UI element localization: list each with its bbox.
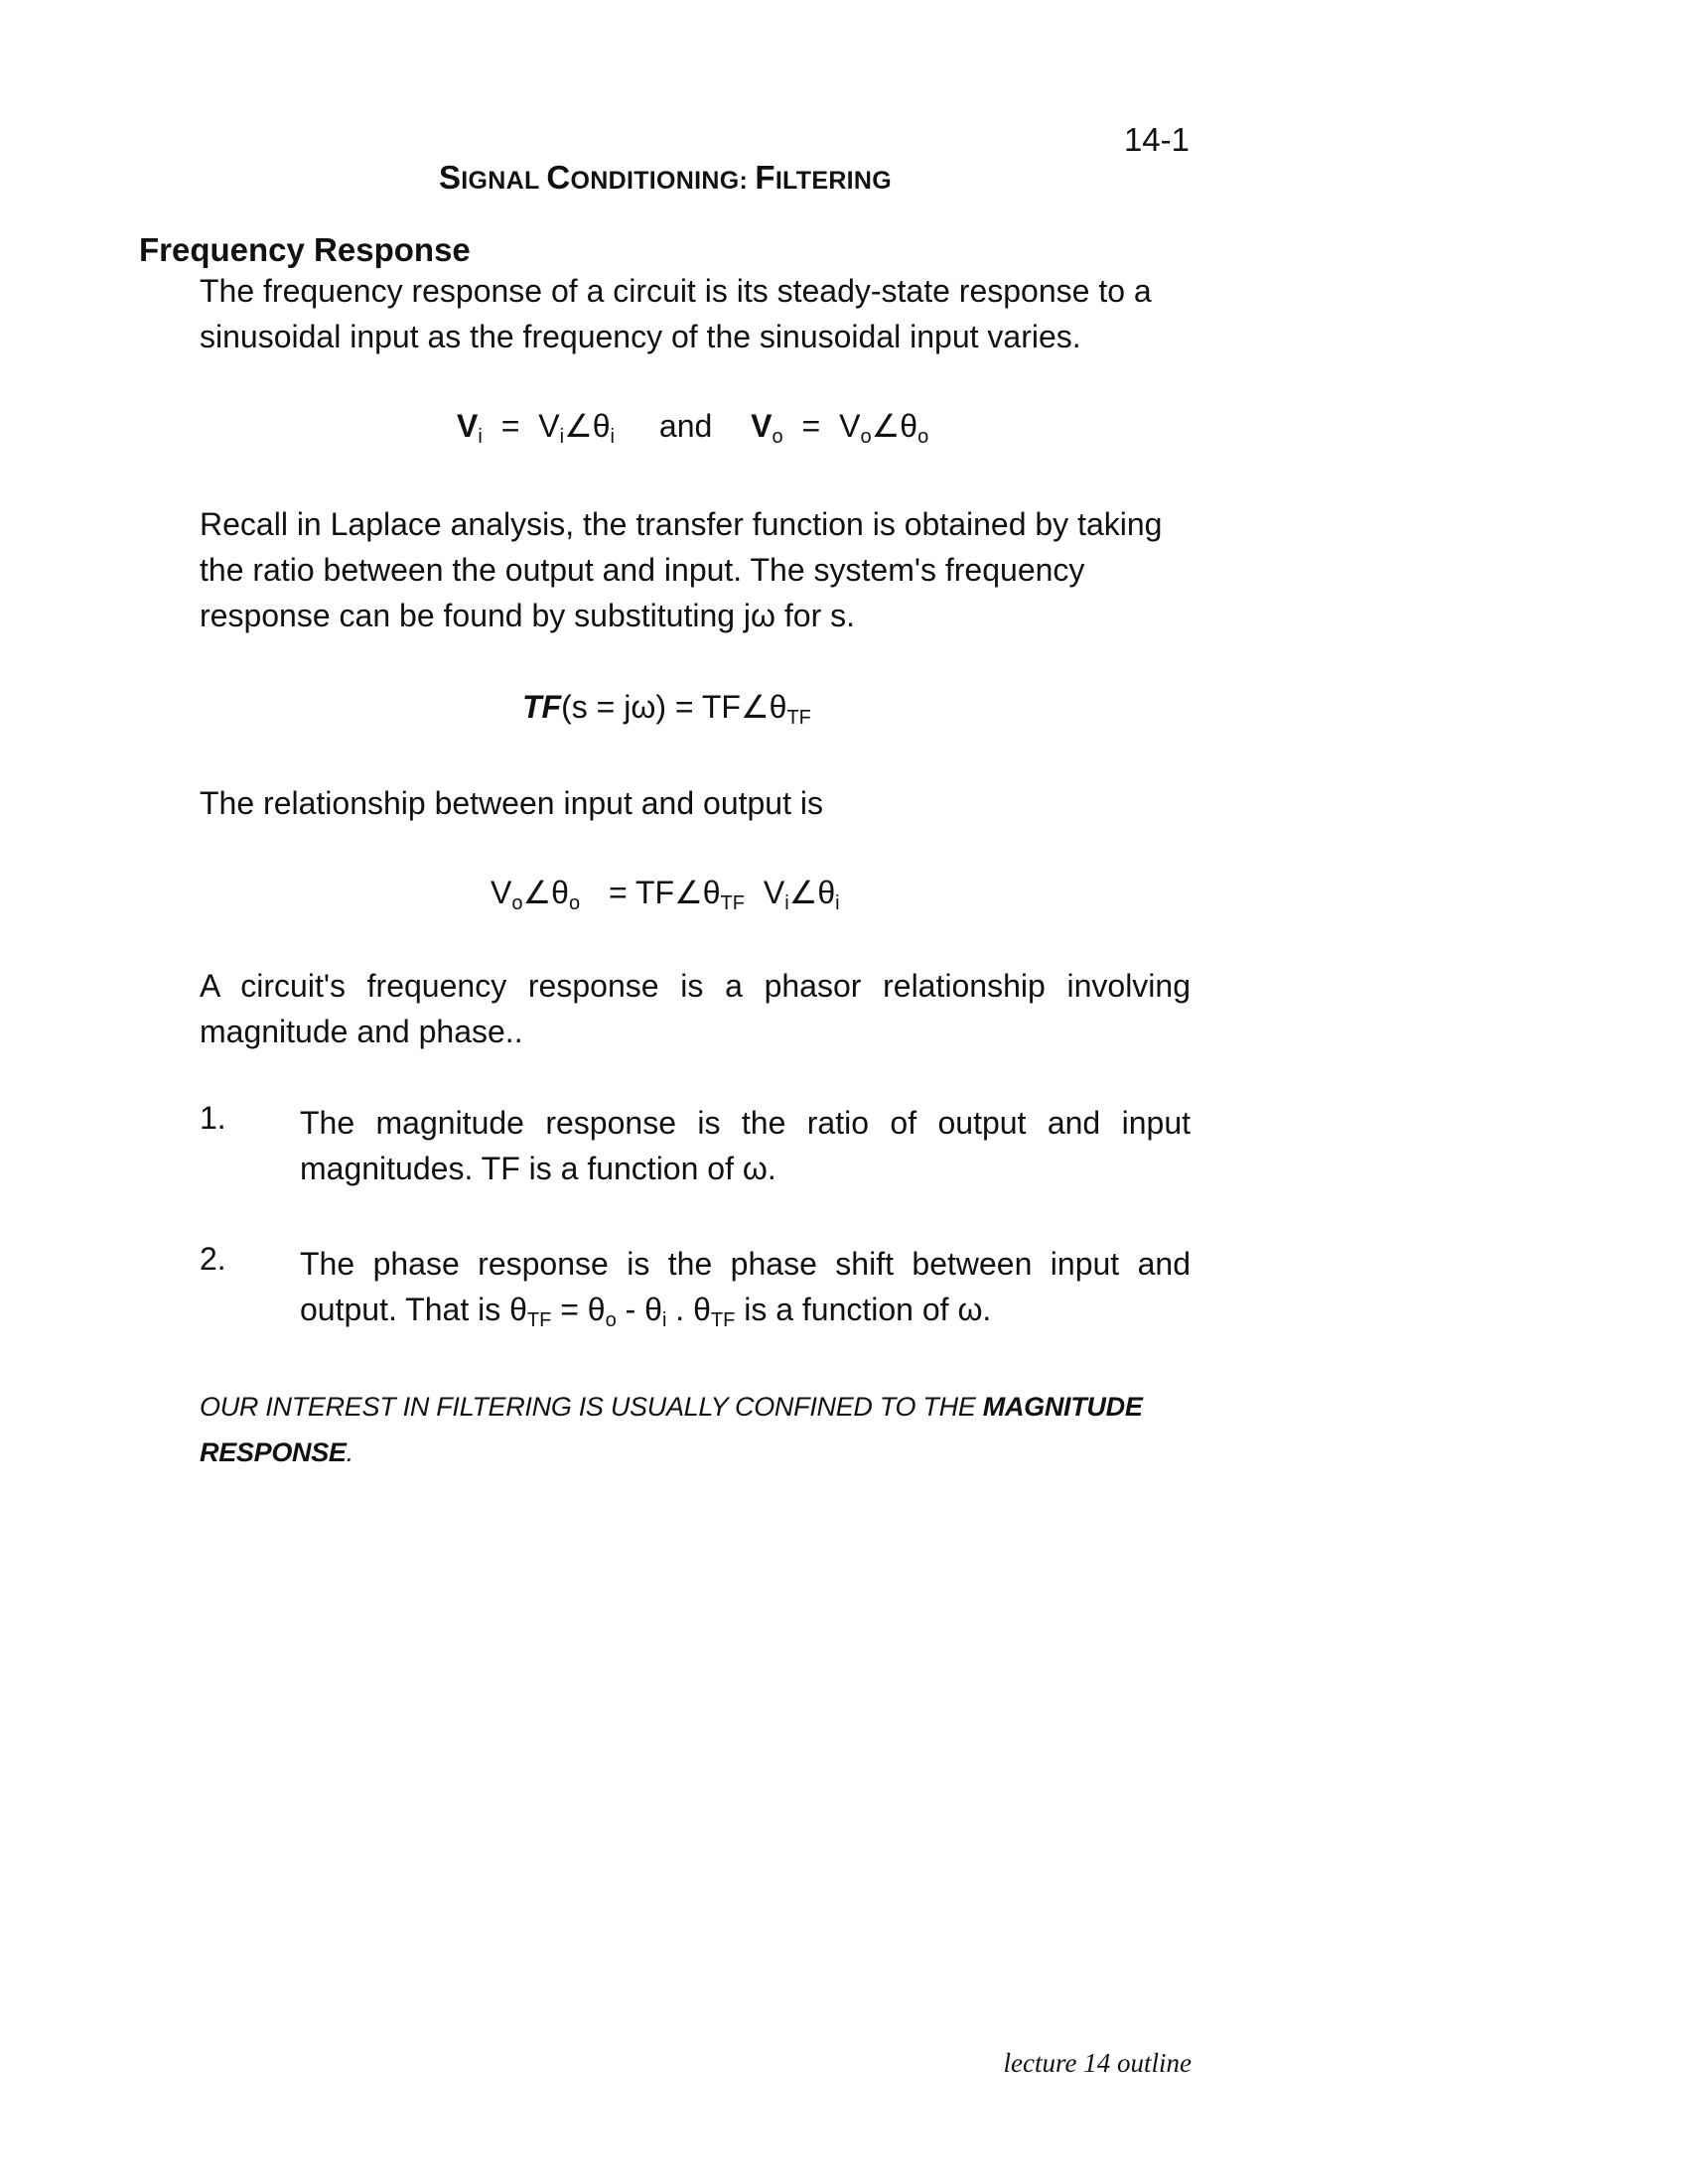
list-item-magnitude: The magnitude response is the ratio of output and input magnitudes. TF is a function of ω. (300, 1105, 1191, 1186)
footer-lecture-label: lecture 14 outline (1003, 2048, 1192, 2078)
paragraph-frequency-response: The frequency response of a circuit is its steady-state response to a sinusoidal input as the frequency of the sinusoidal input varies. (200, 273, 1152, 354)
list-item-phase: The phase response is the phase shift between input and output. That is $\theta_{TF} = \theta_o - \theta_i$ . $\theta_{TF}$ is a function of ω. (300, 1246, 1191, 1331)
paragraph-phasor-relationship: A circuit's frequency response is a phasor relationship involving magnitude and phase.. (200, 968, 1191, 1049)
paragraph-relationship: The relationship between input and output is (200, 785, 823, 821)
list-number-1: 1. (200, 1100, 226, 1136)
equation-phasors: $V_i$ = $V_i\angle\theta_i$ and $V_o$ = $V_o\angle\theta_o$ (457, 408, 929, 448)
equation-transfer-function: $TF(s = j\omega) = TF\angle\theta_{TF}$ (522, 689, 811, 729)
page-title: SIGNAL CONDITIONING: FILTERING (438, 159, 893, 196)
note-magnitude-response: OUR INTEREST IN FILTERING IS USUALLY CONFINED TO THE MAGNITUDE RESPONSE. (200, 1392, 1143, 1467)
list-number-2: 2. (200, 1241, 226, 1277)
page-number: 14-1 (1123, 121, 1190, 158)
section-heading: Frequency Response (139, 231, 471, 268)
equation-input-output: $V_o\angle\theta_o$ = $TF\angle\theta_{TF}$ $V_i\angle\theta_i$ (491, 875, 840, 914)
paragraph-laplace: Recall in Laplace analysis, the transfer function is obtained by taking the ratio between the output and input. The system's frequency response can be found by substituting jω for s. (200, 506, 1163, 633)
